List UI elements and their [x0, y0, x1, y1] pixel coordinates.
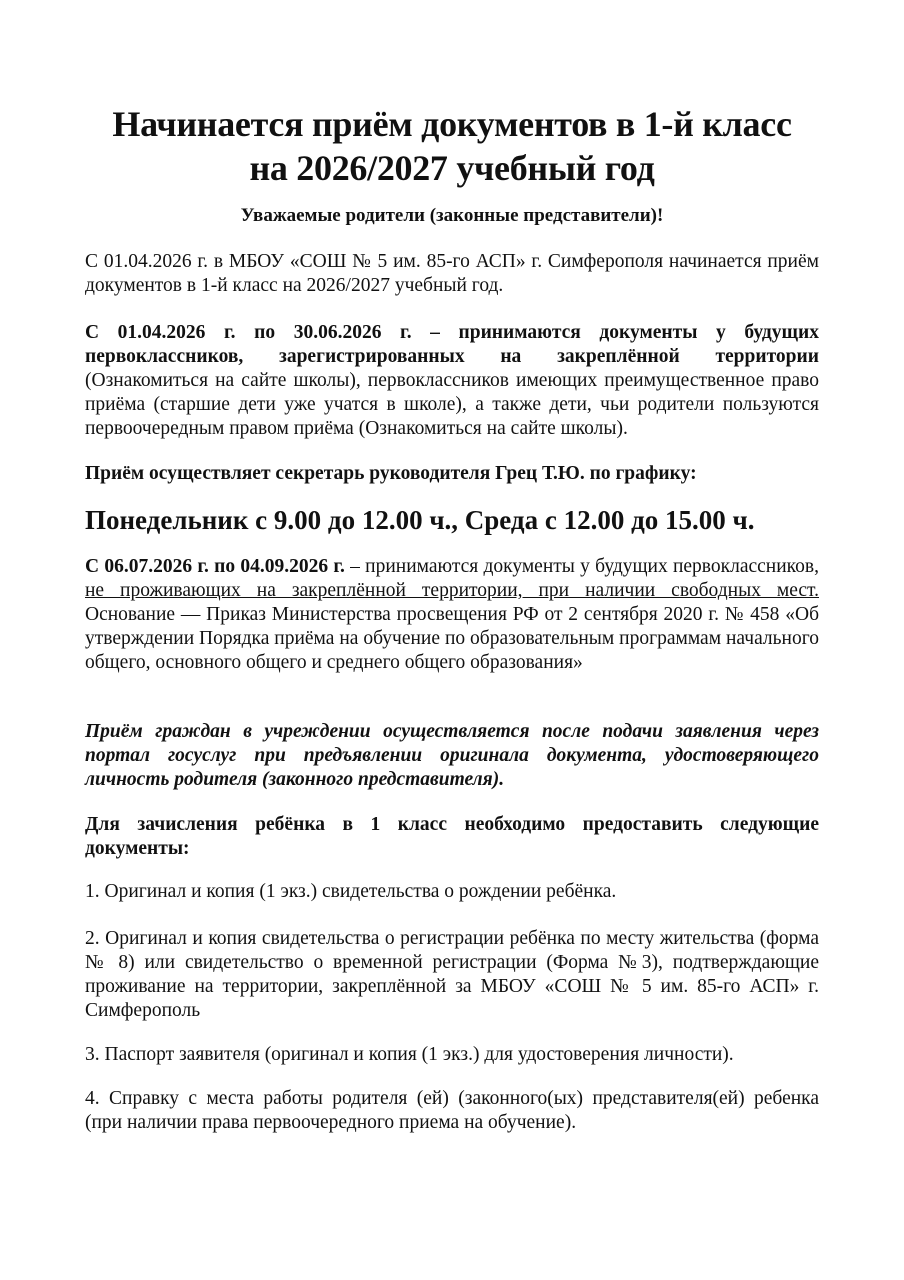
- schedule-text: Понедельник с 9.00 до 12.00 ч., Среда с 12.00 до 15.00 ч.: [85, 505, 755, 535]
- period1-paragraph: [85, 321, 819, 441]
- doc-item-2: 2. Оригинал и копия свидетельства о регистрации ребёнка по месту жительства (форма № 8) или свидетельство о временной регистрации (Форма №3), подтверждающие проживание на территории, закреплённой за МБОУ «СОШ № 5 им. 85-го АСП» г. Симферополь: [85, 928, 819, 1021]
- intro-paragraph: С 01.04.2026 г. в МБОУ «СОШ № 5 им. 85-го АСП» г. Симферополя начинается приём документов в 1-й класс на 2026/2027 учебный год.: [85, 251, 819, 296]
- period1-rest: (Ознакомиться на сайте школы), первоклассников имеющих преимущественное право приёма (старшие дети уже учатся в школе), а также дети, чьи родители пользуются первоочередным правом приёма (Ознакомиться на сайте школы).: [85, 370, 819, 439]
- title-line-1: Начинается приём документов в 1-й класс: [112, 104, 792, 144]
- title-line-2: на 2026/2027 учебный год: [249, 148, 655, 188]
- docs-heading: Для зачисления ребёнка в 1 класс необходимо предоставить следующие документы:: [85, 814, 819, 859]
- period2-underlined: не проживающих на закреплённой территории, при наличии свободных мест.: [85, 580, 819, 601]
- doc-item-1: 1. Оригинал и копия (1 экз.) свидетельства о рождении ребёнка.: [85, 881, 617, 902]
- gosuslugi-paragraph: Приём граждан в учреждении осуществляется после подачи заявления через портал госуслуг при предъявлении оригинала документа, удостоверяющего личность родителя (законного представителя).: [85, 721, 819, 790]
- doc-item-3: 3. Паспорт заявителя (оригинал и копия (1 экз.) для удостоверения личности).: [85, 1044, 734, 1065]
- period2-text1: – принимаются документы у будущих первоклассников,: [344, 556, 819, 577]
- doc-item-4: 4. Справку с места работы родителя (ей) (законного(ых) представителя(ей) ребенка (при наличии права первоочередного приема на обучение).: [85, 1088, 819, 1133]
- period2-text2: Основание — Приказ Министерства просвещения РФ от 2 сентября 2020 г. № 458 «Об утверждении Порядка приёма на обучение по образовательным программам начального общего, основного общего и среднего общего образования»: [85, 604, 819, 673]
- period1-bold: С 01.04.2026 г. по 30.06.2026 г. – принимаются документы у будущих первоклассников, зарегистрированных на закреплённой территории: [85, 322, 819, 367]
- secretary-text: Приём осуществляет секретарь руководителя Грец Т.Ю. по графику:: [85, 463, 697, 484]
- greeting: Уважаемые родители (законные представители)!: [240, 205, 664, 226]
- page-title: [85, 102, 819, 190]
- period2-paragraph: [85, 555, 819, 675]
- period2-bold: С 06.07.2026 г. по 04.09.2026 г.: [85, 556, 345, 577]
